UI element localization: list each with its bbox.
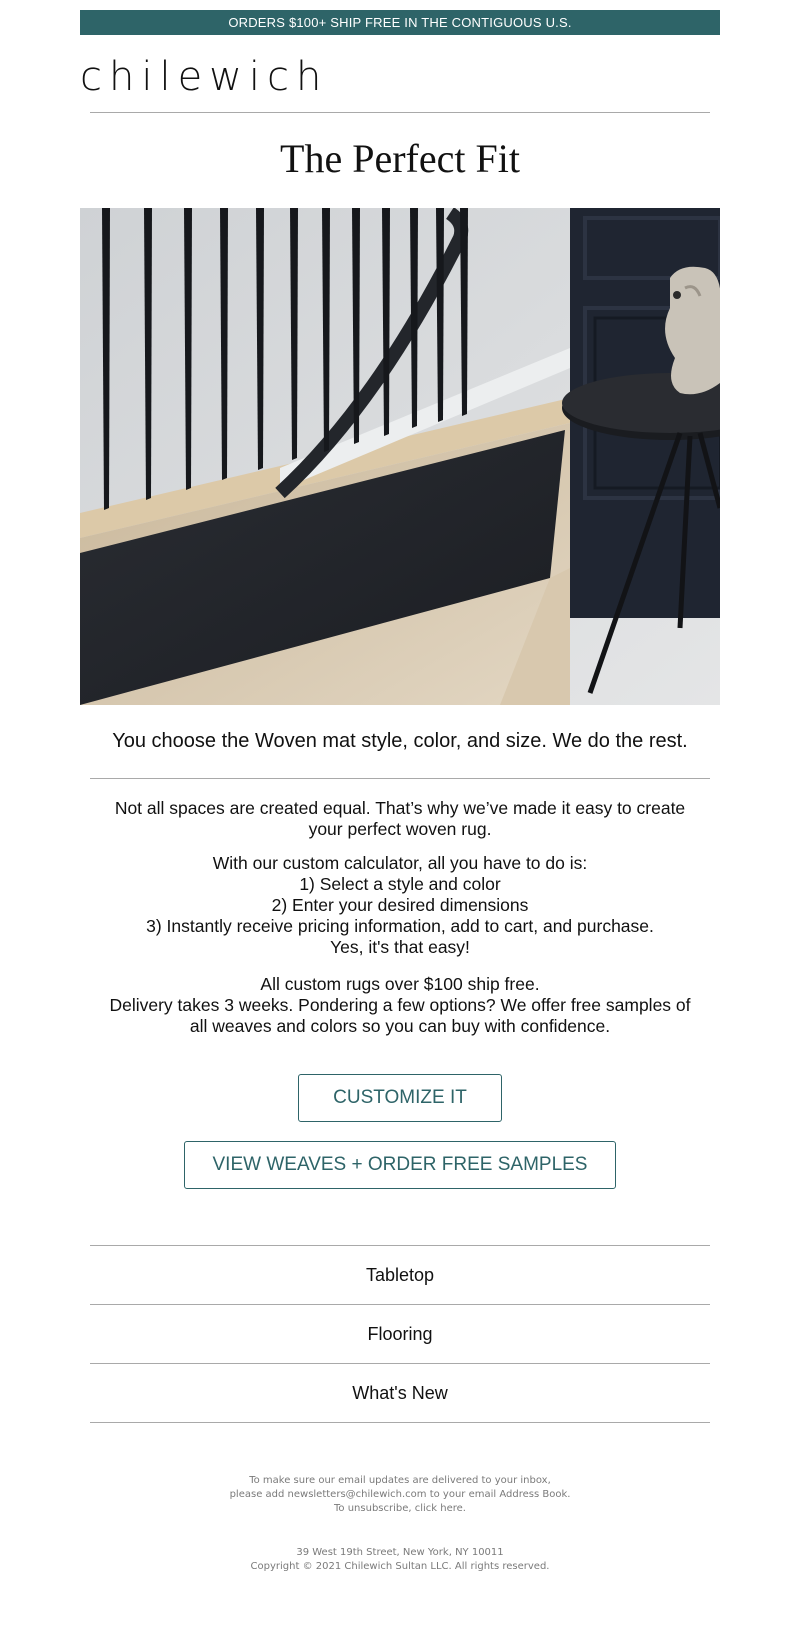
steps-closing: Yes, it's that easy!: [330, 937, 470, 957]
shipping-line: Delivery takes 3 weeks. Pondering a few options? We offer free samples of: [109, 995, 691, 1015]
subheadline: You choose the Woven mat style, color, and size. We do the rest.: [112, 730, 688, 752]
footer-address: 39 West 19th Street, New York, NY 10011: [296, 1547, 504, 1558]
footer-legal: [80, 1546, 720, 1574]
intro-line: your perfect woven rug.: [308, 819, 492, 839]
intro-line: Not all spaces are created equal. That’s why we’ve made it easy to create: [114, 798, 686, 818]
nav-divider: [90, 1304, 710, 1305]
intro-paragraph: [96, 798, 704, 840]
nav-link-flooring[interactable]: Flooring: [367, 1324, 433, 1344]
nav-link-tabletop[interactable]: Tabletop: [365, 1265, 435, 1285]
section-divider: [90, 778, 710, 779]
shipping-line: All custom rugs over $100 ship free.: [260, 974, 540, 994]
shipping-paragraph: [96, 974, 704, 1037]
footer-notice: [80, 1474, 720, 1516]
steps-paragraph: [96, 853, 704, 958]
shipping-line: all weaves and colors so you can buy with confidence.: [189, 1016, 611, 1036]
steps-lead: With our custom calculator, all you have to do is:: [212, 853, 588, 873]
view-weaves-order-samples-button[interactable]: VIEW WEAVES + ORDER FREE SAMPLES: [184, 1141, 616, 1189]
nav-divider: [90, 1422, 710, 1423]
nav-divider: [90, 1363, 710, 1364]
step-item: 1) Select a style and color: [299, 874, 501, 894]
step-item: 3) Instantly receive pricing information, add to cart, and purchase.: [146, 916, 654, 936]
page-title: The Perfect Fit: [280, 136, 520, 181]
hero-image[interactable]: [80, 208, 720, 705]
nav-divider: [90, 1245, 710, 1246]
customize-it-button[interactable]: CUSTOMIZE IT: [298, 1074, 502, 1122]
header-divider: [90, 112, 710, 113]
free-shipping-banner: ORDERS $100+ SHIP FREE IN THE CONTIGUOUS U.S.: [80, 10, 720, 35]
nav-link-whats-new[interactable]: What's New: [352, 1383, 448, 1403]
unsubscribe-link[interactable]: To unsubscribe, click here.: [334, 1503, 466, 1514]
footer-copyright: Copyright © 2021 Chilewich Sultan LLC. All rights reserved.: [250, 1561, 550, 1572]
footer-line: To make sure our email updates are delivered to your inbox,: [249, 1475, 551, 1486]
hero-photo-icon: [80, 208, 720, 705]
footer-line[interactable]: please add newsletters@chilewich.com to your email Address Book.: [229, 1489, 571, 1500]
step-item: 2) Enter your desired dimensions: [271, 895, 529, 915]
chilewich-logo[interactable]: chilewich: [80, 54, 329, 100]
